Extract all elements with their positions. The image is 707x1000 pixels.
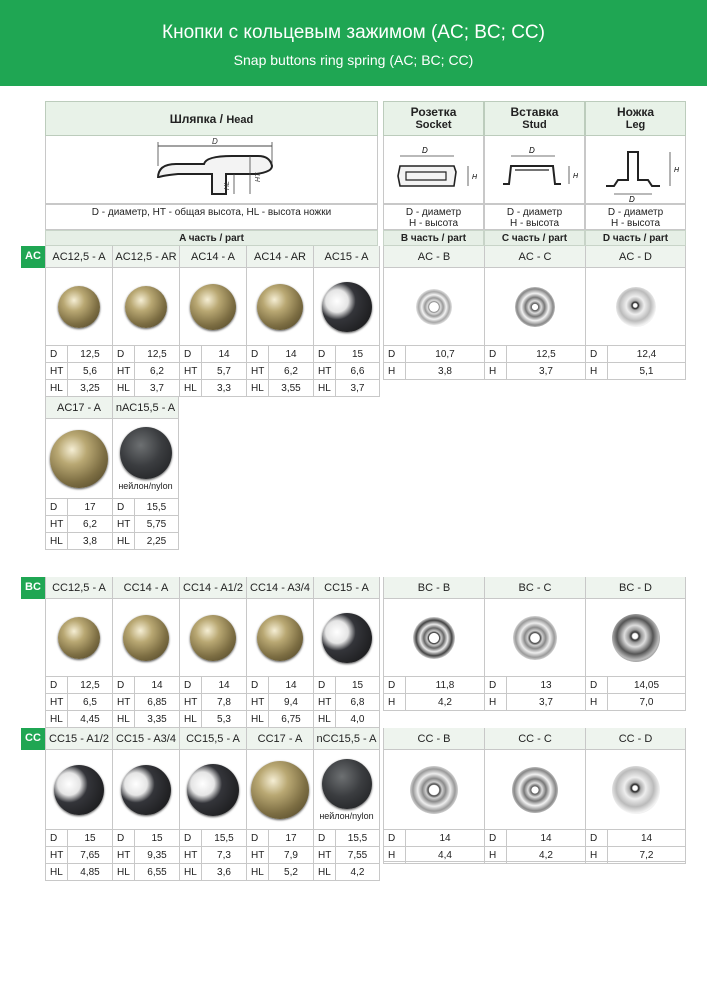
part-card: CC - C D 14 H 4,2 <box>484 728 585 864</box>
head-name: CC15 - A1/2 <box>46 728 112 750</box>
socket-title: Розетка <box>410 105 457 119</box>
part-name: AC - C <box>485 246 585 268</box>
button-image <box>123 615 169 661</box>
part-card: AC - D D 12,4 H 5,1 <box>585 246 686 380</box>
part-card: AC - B D 10,7 H 3,8 <box>383 246 484 380</box>
group-tag-cc: CC <box>21 728 45 750</box>
head-name: AC14 - AR <box>247 246 313 268</box>
group-tag-bc: BC <box>21 577 45 599</box>
socket-header <box>383 101 484 136</box>
head-name: CC15 - A3/4 <box>113 728 179 750</box>
leg-part-label: D часть / part <box>585 230 686 246</box>
head-name: AC12,5 - A <box>46 246 112 268</box>
button-image <box>190 284 236 330</box>
button-image <box>257 284 303 330</box>
leg-title-en: Leg <box>625 119 646 131</box>
head-card: AC14 - AR D 14 HT 6,2 HL 3,55 <box>246 246 313 397</box>
head-name: CC12,5 - A <box>46 577 112 599</box>
head-diagram <box>45 136 378 204</box>
diagram-ht-label: HT <box>255 172 262 182</box>
leg-image <box>612 766 660 814</box>
head-card: CC15 - A D 15 HT 6,8 HL 4,0 <box>313 577 380 728</box>
button-image <box>322 282 372 332</box>
leg-header <box>585 101 686 136</box>
part-card: CC - B D 14 H 4,4 <box>383 728 484 864</box>
head-card: CC12,5 - A D 12,5 HT 6,5 HL 4,45 <box>45 577 112 728</box>
stud-title: Вставка <box>510 105 559 119</box>
head-card: CC15,5 - A D 15,5 HT 7,3 HL 3,6 <box>179 728 246 881</box>
part-name: BC - B <box>384 577 484 599</box>
stud-image <box>513 616 557 660</box>
button-image <box>257 615 303 661</box>
head-card: CC14 - A3/4 D 14 HT 9,4 HL 6,75 <box>246 577 313 728</box>
head-card: AC12,5 - AR D 12,5 HT 6,2 HL 3,7 <box>112 246 179 397</box>
head-card: nCC15,5 - A нейлон/nylon D 15,5 HT 7,55 HL 4,2 <box>313 728 380 881</box>
stud-desc: D - диаметр H - высота <box>484 204 585 230</box>
group-tag-ac: AC <box>21 246 45 268</box>
head-name: AC15 - A <box>314 246 379 268</box>
diagram-hl-label: HL <box>224 181 231 190</box>
socket-diagram-h: H <box>472 174 478 181</box>
nylon-note: нейлон/nylon <box>319 810 374 821</box>
stud-image <box>512 767 558 813</box>
leg-diagram <box>585 136 686 204</box>
part-card: BC - C D 13 H 3,7 <box>484 577 585 711</box>
head-part-label: A часть / part <box>45 230 378 246</box>
head-name: nAC15,5 - A <box>113 397 178 419</box>
socket-part-label: B часть / part <box>383 230 484 246</box>
head-card: AC17 - A D 17 HT 6,2 HL 3,8 <box>45 397 112 550</box>
button-image <box>251 761 309 819</box>
part-card: AC - C D 12,5 H 3,7 <box>484 246 585 380</box>
part-name: AC - B <box>384 246 484 268</box>
title-ru: Кнопки с кольцевым зажимом (AC; BC; CC) <box>162 22 545 43</box>
button-image <box>50 430 108 488</box>
button-image <box>125 286 167 328</box>
head-title-en: Head <box>226 114 254 126</box>
stud-diagram-d: D <box>529 146 535 155</box>
head-card: CC17 - A D 17 HT 7,9 HL 5,2 <box>246 728 313 881</box>
button-image <box>58 617 100 659</box>
socket-diagram-d: D <box>422 146 428 155</box>
head-name: CC17 - A <box>247 728 313 750</box>
stud-header <box>484 101 585 136</box>
head-card: AC15 - A D 15 HT 6,6 HL 3,7 <box>313 246 380 397</box>
leg-diagram-h: H <box>674 167 680 174</box>
button-image <box>121 765 171 815</box>
head-name: CC14 - A1/2 <box>180 577 246 599</box>
button-image <box>322 759 372 809</box>
part-name: CC - D <box>586 728 685 750</box>
socket-image <box>410 766 458 814</box>
button-image <box>54 765 104 815</box>
stud-diagram <box>484 136 585 204</box>
part-card: BC - D D 14,05 H 7,0 <box>585 577 686 711</box>
head-name: nCC15,5 - A <box>314 728 379 750</box>
title-en: Snap buttons ring spring (AC; BC; CC) <box>233 52 474 68</box>
button-image <box>322 613 372 663</box>
leg-diagram-d: D <box>629 195 635 204</box>
socket-image <box>416 289 452 325</box>
socket-diagram <box>383 136 484 204</box>
part-name: BC - D <box>586 577 685 599</box>
part-card: CC - D D 14 H 7,2 <box>585 728 686 864</box>
head-name: AC14 - A <box>180 246 246 268</box>
head-desc: D - диаметр, HT - общая высота, HL - высота ножки <box>45 204 378 230</box>
stud-title-en: Stud <box>522 119 547 131</box>
head-name: CC14 - A <box>113 577 179 599</box>
head-name: CC15 - A <box>314 577 379 599</box>
stud-image <box>515 287 555 327</box>
part-name: BC - C <box>485 577 585 599</box>
head-card: CC14 - A D 14 HT 6,85 HL 3,35 <box>112 577 179 728</box>
head-name: AC12,5 - AR <box>113 246 179 268</box>
head-card: AC12,5 - A D 12,5 HT 5,6 HL 3,25 <box>45 246 112 397</box>
socket-title-en: Socket <box>415 119 452 131</box>
leg-title: Ножка <box>616 105 655 119</box>
head-card: CC14 - A1/2 D 14 HT 7,8 HL 5,3 <box>179 577 246 728</box>
head-card: CC15 - A3/4 D 15 HT 9,35 HL 6,55 <box>112 728 179 881</box>
head-header <box>45 101 378 136</box>
head-card: nAC15,5 - A нейлон/nylon D 15,5 HT 5,75 HL 2,25 <box>112 397 179 550</box>
part-card: BC - B D 11,8 H 4,2 <box>383 577 484 711</box>
stud-part-label: C часть / part <box>484 230 585 246</box>
part-name: AC - D <box>586 246 685 268</box>
socket-desc: D - диаметр H - высота <box>383 204 484 230</box>
head-card: CC15 - A1/2 D 15 HT 7,65 HL 4,85 <box>45 728 112 881</box>
title-banner <box>0 0 707 86</box>
head-title: Шляпка / <box>169 112 224 126</box>
button-image <box>187 764 239 816</box>
button-image <box>190 615 236 661</box>
socket-image <box>413 617 455 659</box>
button-image <box>58 286 100 328</box>
diagram-d-label: D <box>212 137 218 146</box>
part-name: CC - C <box>485 728 585 750</box>
leg-image <box>616 287 656 327</box>
stud-diagram-h: H <box>573 173 579 180</box>
nylon-note: нейлон/nylon <box>118 480 173 491</box>
button-image <box>120 427 172 479</box>
head-name: AC17 - A <box>46 397 112 419</box>
leg-desc: D - диаметр H - высота <box>585 204 686 230</box>
head-name: CC15,5 - A <box>180 728 246 750</box>
head-name: CC14 - A3/4 <box>247 577 313 599</box>
head-card: AC14 - A D 14 HT 5,7 HL 3,3 <box>179 246 246 397</box>
leg-image <box>612 614 660 662</box>
part-name: CC - B <box>384 728 484 750</box>
